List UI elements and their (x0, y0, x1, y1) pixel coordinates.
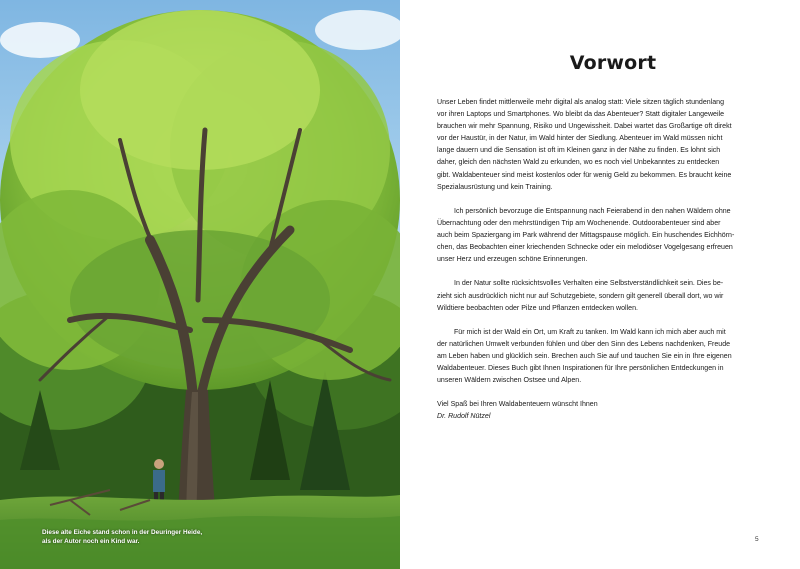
photo-caption (42, 528, 222, 546)
text-line: Für mich ist der Wald ein Ort, um Kraft zu tanken. Im Wald kann ich mich aber auch mit (454, 328, 726, 336)
paragraph-1 (437, 97, 766, 194)
text-line: vor ihren Laptops und Smartphones. Wo bleibt da das Abenteuer? Statt digitaler Langeweile (437, 111, 725, 119)
body-text (437, 97, 766, 424)
text-line: zieht sich ausdrücklich nicht nur auf Schutzgebiete, sondern gilt generell überall dort, wo wir (437, 292, 724, 300)
chapter-title-text: Vorwort (569, 52, 657, 74)
paragraph-3 (437, 278, 766, 314)
text-line: unseren Wäldern zwischen Ostsee und Alpen. (437, 377, 582, 385)
chapter-title (400, 52, 800, 74)
text-line: daher, gleich den nächsten Wald zu erkunden, wo es noch viel Unbekanntes zu entdecken (437, 159, 720, 167)
paragraph-4 (437, 327, 766, 387)
text-line: Ich persönlich bevorzuge die Entspannung nach Feierabend in den nahen Wäldern ohne (454, 207, 731, 215)
text-line: Wildtiere beobachten oder Pilze und Pflanzen entdecken wollen. (437, 304, 638, 312)
text-line: auch beim Spaziergang im Park während der Mittagspause möglich. Ein huschendes Eichhörn- (437, 232, 735, 240)
closing-greeting: Viel Spaß bei Ihren Waldabenteuern wünscht Ihnen (437, 401, 598, 409)
text-line: gibt. Waldabenteuer sind meist kostenlos oder für wenig Geld zu bekommen. Es braucht keine (437, 171, 732, 179)
text-line: am Leben haben und glücklich sein. Brechen auch Sie auf und tauchen Sie ein in Ihre eigenen (437, 352, 732, 360)
text-line: In der Natur sollte rücksichtsvolles Verhalten eine Selbstverständlichkeit sein. Dies be- (454, 280, 724, 288)
caption-line-1: Diese alte Eiche stand schon in der Deuringer Heide, (42, 529, 203, 536)
text-line: der natürlichen Umwelt verbunden fühlen und über den Sinn des Lebens nachdenken, Freude (437, 340, 731, 348)
text-line: chen, das Beobachten einer kriechenden Schnecke oder ein melodiöser Vogelgesang erfreuen (437, 244, 733, 252)
text-line: Waldabenteuer. Dieses Buch gibt Ihnen Inspirationen für Ihre persönlichen Entdeckungen in (437, 365, 724, 373)
page-number: 5 (755, 536, 759, 543)
text-line: Spezialausrüstung und kein Training. (437, 183, 553, 191)
closing (437, 399, 766, 423)
text-line: lange dauern und die Sensation ist oft im Kleinen ganz in der Nähe zu finden. Es lohnt sich (437, 147, 721, 155)
text-line: brauchen wir mehr Spannung, Risiko und Ungewissheit. Dabei wartet das Großartige oft direkt (437, 123, 732, 131)
text-page (400, 0, 800, 569)
author-signature: Dr. Rudolf Nützel (437, 413, 491, 421)
text-line: Unser Leben findet mittlerweile mehr digital als analog statt: Viele sitzen täglich stundenlang (437, 99, 724, 106)
text-line: vor der Haustür, in der Natur, im Wald hinter der Siedlung. Abenteuer im Wald müssen nicht (437, 135, 723, 143)
caption-line-2: als der Autor noch ein Kind war. (42, 538, 140, 545)
text-line: Übernachtung oder den mehrstündigen Trip am Wochenende. Outdoorabenteuer sind aber (437, 219, 721, 227)
paragraph-2 (437, 206, 766, 266)
text-line: unser Herz und erzeugen schöne Erinnerungen. (437, 256, 588, 264)
